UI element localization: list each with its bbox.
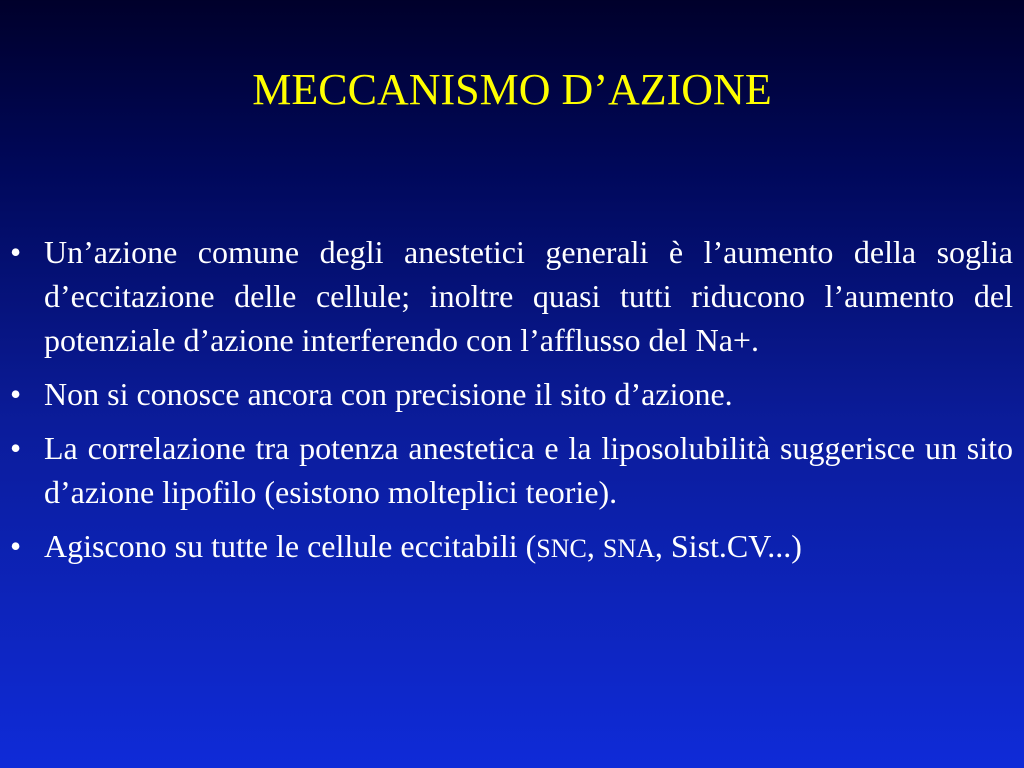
bullet-icon: • <box>10 528 22 564</box>
bullet-4-sep1: , <box>586 528 603 564</box>
bullet-list <box>10 230 1013 581</box>
slide-title: MECCANISMO D’AZIONE <box>252 65 772 114</box>
bullet-4-sep2: , <box>654 528 671 564</box>
bullet-4-sna: SNA <box>602 534 655 563</box>
bullet-icon: • <box>10 376 22 412</box>
bullet-4-suffix: Sist.CV...) <box>670 528 802 564</box>
bullet-text-3: La correlazione tra potenza anestetica e la liposolubilità suggerisce un sito d’azione lipofilo (esistono molteplici teorie). <box>44 430 1013 510</box>
bullet-text-2: Non si conosce ancora con precisione il sito d’azione. <box>44 376 733 412</box>
bullet-text-4 <box>44 528 802 564</box>
bullet-icon: • <box>10 234 22 270</box>
bullet-icon: • <box>10 430 22 466</box>
bullet-4-prefix: Agiscono su tutte le cellule eccitabili ( <box>44 528 537 564</box>
bullet-item-3 <box>10 426 1013 514</box>
bullet-4-snc: SNC <box>536 534 587 563</box>
bullet-item-4 <box>10 524 1013 571</box>
bullet-text-1: Un’azione comune degli anestetici generali è l’aumento della soglia d’eccitazione delle cellule; inoltre quasi tutti riducono l’aumento del potenziale d’azione interferendo con l’afflusso del Na+. <box>44 234 1013 358</box>
bullet-item-1 <box>10 230 1013 362</box>
bullet-item-2 <box>10 372 1013 416</box>
